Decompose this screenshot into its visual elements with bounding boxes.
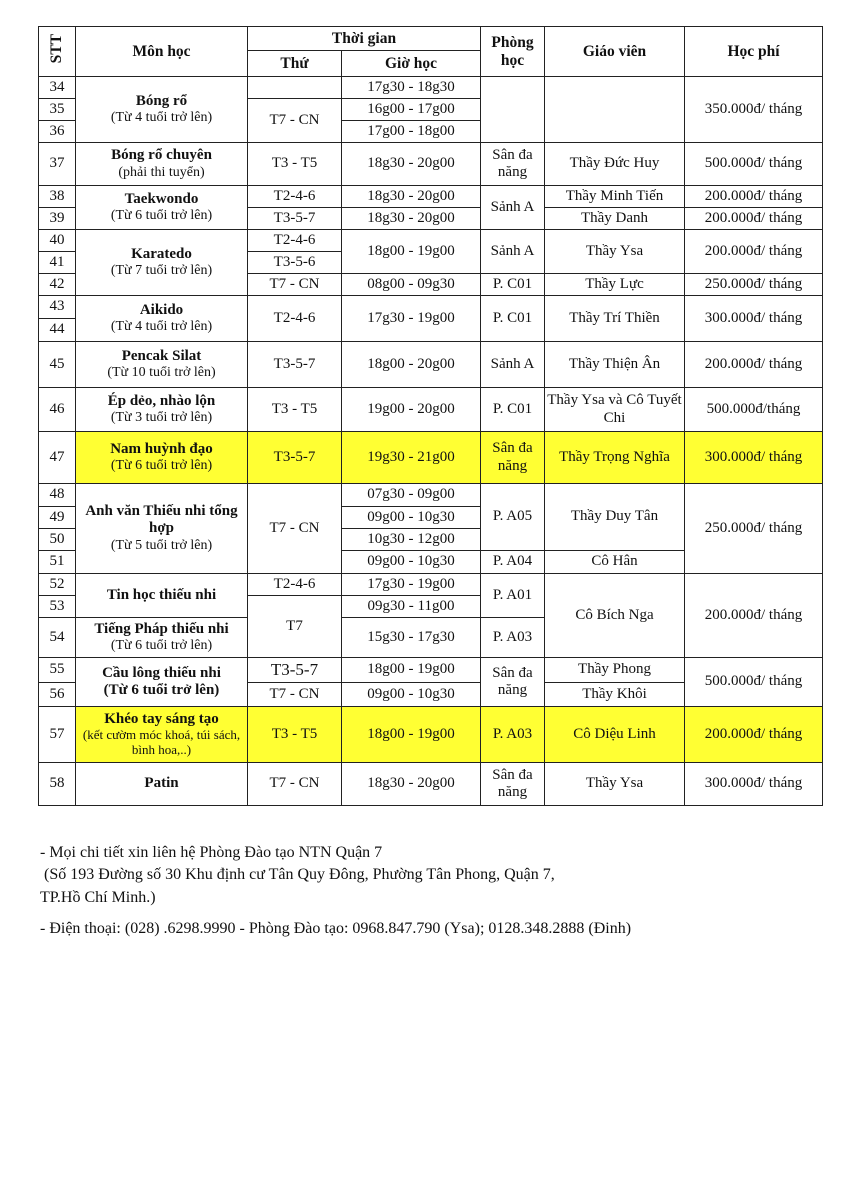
day-cell: T3-5-7 bbox=[248, 432, 342, 484]
fee-cell: 500.000đ/ tháng bbox=[685, 143, 823, 186]
day-cell: T3 - T5 bbox=[248, 143, 342, 186]
teacher-cell: Thầy Ysa và Cô Tuyết Chi bbox=[545, 388, 685, 432]
subject-cell: Ép dẻo, nhào lộn (Từ 3 tuổi trở lên) bbox=[76, 388, 248, 432]
room-cell: Sân đa năng bbox=[481, 658, 545, 707]
row-number: 48 bbox=[39, 484, 76, 507]
row-number: 34 bbox=[39, 77, 76, 99]
hours-cell: 17g30 - 19g00 bbox=[342, 574, 481, 596]
teacher-cell: Thầy Đức Huy bbox=[545, 143, 685, 186]
room-cell: P. C01 bbox=[481, 274, 545, 296]
row-number: 41 bbox=[39, 252, 76, 274]
table-row bbox=[39, 186, 823, 208]
teacher-cell: Thầy Ysa bbox=[545, 230, 685, 274]
subject-cell: Pencak Silat (Từ 10 tuổi trở lên) bbox=[76, 342, 248, 388]
room-cell: Sân đa năng bbox=[481, 143, 545, 186]
subject-cell: Khéo tay sáng tạo (kết cườm móc khoá, túi sách, bình hoa,..) bbox=[76, 707, 248, 763]
table-row-highlighted bbox=[39, 432, 823, 484]
day-cell: T3 - T5 bbox=[248, 707, 342, 763]
teacher-cell: Thầy Danh bbox=[545, 208, 685, 230]
room-cell: Sảnh A bbox=[481, 186, 545, 230]
row-number: 39 bbox=[39, 208, 76, 230]
hours-cell: 09g00 - 10g30 bbox=[342, 551, 481, 574]
row-number: 55 bbox=[39, 658, 76, 683]
hours-cell: 17g30 - 18g30 bbox=[342, 77, 481, 99]
day-cell: T7 - CN bbox=[248, 763, 342, 806]
hours-cell: 16g00 - 17g00 bbox=[342, 99, 481, 121]
room-cell: Sảnh A bbox=[481, 230, 545, 274]
room-cell: P. A01 bbox=[481, 574, 545, 618]
header-hours: Giờ học bbox=[342, 51, 481, 77]
row-number: 37 bbox=[39, 143, 76, 186]
header-time: Thời gian bbox=[248, 27, 481, 51]
day-cell: T7 - CN bbox=[248, 99, 342, 143]
day-cell: T2-4-6 bbox=[248, 230, 342, 252]
fee-cell: 200.000đ/ tháng bbox=[685, 230, 823, 274]
subject-cell: Tin học thiếu nhi bbox=[76, 574, 248, 618]
row-number: 47 bbox=[39, 432, 76, 484]
teacher-cell: Thầy Minh Tiến bbox=[545, 186, 685, 208]
row-number: 50 bbox=[39, 529, 76, 551]
subject-cell: Patin bbox=[76, 763, 248, 806]
table-row bbox=[39, 77, 823, 99]
teacher-cell: Cô Diệu Linh bbox=[545, 707, 685, 763]
hours-cell: 08g00 - 09g30 bbox=[342, 274, 481, 296]
table-row bbox=[39, 230, 823, 252]
row-number: 44 bbox=[39, 319, 76, 342]
row-number: 35 bbox=[39, 99, 76, 121]
hours-cell: 19g00 - 20g00 bbox=[342, 388, 481, 432]
subject-cell: Nam huỳnh đạo (Từ 6 tuổi trở lên) bbox=[76, 432, 248, 484]
fee-cell: 200.000đ/ tháng bbox=[685, 707, 823, 763]
table-row bbox=[39, 763, 823, 806]
teacher-cell: Thầy Khôi bbox=[545, 683, 685, 707]
day-cell: T3-5-7 bbox=[248, 208, 342, 230]
header-day: Thứ bbox=[248, 51, 342, 77]
day-cell: T3-5-7 bbox=[248, 342, 342, 388]
row-number: 36 bbox=[39, 121, 76, 143]
fee-cell: 200.000đ/ tháng bbox=[685, 574, 823, 658]
fee-cell: 200.000đ/ tháng bbox=[685, 186, 823, 208]
fee-cell: 300.000đ/ tháng bbox=[685, 296, 823, 342]
header-stt: STT bbox=[39, 27, 76, 77]
day-cell: T7 - CN bbox=[248, 274, 342, 296]
day-cell: T2-4-6 bbox=[248, 296, 342, 342]
hours-cell: 18g30 - 20g00 bbox=[342, 208, 481, 230]
table-row bbox=[39, 143, 823, 186]
subject-cell: Bóng rổ (Từ 4 tuổi trở lên) bbox=[76, 77, 248, 143]
teacher-cell bbox=[545, 77, 685, 143]
address-line-city: TP.Hồ Chí Minh.) bbox=[40, 889, 156, 906]
fee-cell: 200.000đ/ tháng bbox=[685, 208, 823, 230]
table-row bbox=[39, 296, 823, 319]
fee-cell: 200.000đ/ tháng bbox=[685, 342, 823, 388]
hours-cell: 09g00 - 10g30 bbox=[342, 683, 481, 707]
hours-cell: 09g00 - 10g30 bbox=[342, 507, 481, 529]
row-number: 46 bbox=[39, 388, 76, 432]
contact-note: - Mọi chi tiết xin liên hệ Phòng Đào tạo NTN Quận 7 bbox=[40, 844, 383, 861]
room-cell: P. C01 bbox=[481, 388, 545, 432]
day-cell: T7 - CN bbox=[248, 683, 342, 707]
teacher-cell: Thầy Trọng Nghĩa bbox=[545, 432, 685, 484]
row-number: 54 bbox=[39, 618, 76, 658]
table-row bbox=[39, 574, 823, 596]
subject-cell: Taekwondo (Từ 6 tuổi trở lên) bbox=[76, 186, 248, 230]
subject-cell: Bóng rổ chuyên (phải thi tuyển) bbox=[76, 143, 248, 186]
hours-cell: 18g00 - 19g00 bbox=[342, 230, 481, 274]
table-row bbox=[39, 484, 823, 507]
day-cell bbox=[248, 77, 342, 99]
row-number: 51 bbox=[39, 551, 76, 574]
teacher-cell: Cô Hân bbox=[545, 551, 685, 574]
room-cell: P. A03 bbox=[481, 707, 545, 763]
schedule-table bbox=[38, 26, 823, 806]
fee-cell: 300.000đ/ tháng bbox=[685, 432, 823, 484]
fee-cell: 250.000đ/ tháng bbox=[685, 484, 823, 574]
teacher-cell: Thầy Thiện Ân bbox=[545, 342, 685, 388]
header-subject: Môn học bbox=[76, 27, 248, 77]
hours-cell: 09g30 - 11g00 bbox=[342, 596, 481, 618]
day-cell: T2-4-6 bbox=[248, 186, 342, 208]
teacher-cell: Thầy Lực bbox=[545, 274, 685, 296]
teacher-cell: Thầy Trí Thiền bbox=[545, 296, 685, 342]
day-cell: T3 - T5 bbox=[248, 388, 342, 432]
table-row bbox=[39, 388, 823, 432]
hours-cell: 18g30 - 20g00 bbox=[342, 186, 481, 208]
teacher-cell: Thầy Phong bbox=[545, 658, 685, 683]
hours-cell: 18g00 - 20g00 bbox=[342, 342, 481, 388]
subject-cell: Anh văn Thiếu nhi tổng hợp (Từ 5 tuổi trở lên) bbox=[76, 484, 248, 574]
row-number: 43 bbox=[39, 296, 76, 319]
hours-cell: 18g00 - 19g00 bbox=[342, 707, 481, 763]
row-number: 58 bbox=[39, 763, 76, 806]
hours-cell: 10g30 - 12g00 bbox=[342, 529, 481, 551]
subject-cell: Tiếng Pháp thiếu nhi (Từ 6 tuổi trở lên) bbox=[76, 618, 248, 658]
subject-cell: Karatedo (Từ 7 tuổi trở lên) bbox=[76, 230, 248, 296]
row-number: 49 bbox=[39, 507, 76, 529]
room-cell: P. A04 bbox=[481, 551, 545, 574]
table-row bbox=[39, 658, 823, 683]
subject-cell: Cầu lông thiếu nhi (Từ 6 tuổi trở lên) bbox=[76, 658, 248, 707]
table-row-highlighted bbox=[39, 707, 823, 763]
hours-cell: 17g30 - 19g00 bbox=[342, 296, 481, 342]
day-cell: T7 bbox=[248, 596, 342, 658]
room-cell: P. A05 bbox=[481, 484, 545, 551]
room-cell: Sân đa năng bbox=[481, 432, 545, 484]
teacher-cell: Cô Bích Nga bbox=[545, 574, 685, 658]
row-number: 38 bbox=[39, 186, 76, 208]
room-cell: Sân đa năng bbox=[481, 763, 545, 806]
day-cell: T7 - CN bbox=[248, 484, 342, 574]
hours-cell: 17g00 - 18g00 bbox=[342, 121, 481, 143]
header-room: Phòng học bbox=[481, 27, 545, 77]
fee-cell: 250.000đ/ tháng bbox=[685, 274, 823, 296]
hours-cell: 18g30 - 20g00 bbox=[342, 763, 481, 806]
day-cell: T2-4-6 bbox=[248, 574, 342, 596]
header-fee: Học phí bbox=[685, 27, 823, 77]
table-row bbox=[39, 342, 823, 388]
room-cell: P. C01 bbox=[481, 296, 545, 342]
fee-cell: 350.000đ/ tháng bbox=[685, 77, 823, 143]
subject-cell: Aikido (Từ 4 tuổi trở lên) bbox=[76, 296, 248, 342]
fee-cell: 500.000đ/tháng bbox=[685, 388, 823, 432]
header-teacher: Giáo viên bbox=[545, 27, 685, 77]
row-number: 56 bbox=[39, 683, 76, 707]
row-number: 45 bbox=[39, 342, 76, 388]
phone-line: - Điện thoại: (028) .6298.9990 - Phòng Đào tạo: 0968.847.790 (Ysa); 0128.348.2888 (Đinh) bbox=[40, 920, 632, 937]
fee-cell: 300.000đ/ tháng bbox=[685, 763, 823, 806]
row-number: 57 bbox=[39, 707, 76, 763]
row-number: 42 bbox=[39, 274, 76, 296]
hours-cell: 19g30 - 21g00 bbox=[342, 432, 481, 484]
row-number: 40 bbox=[39, 230, 76, 252]
teacher-cell: Thầy Ysa bbox=[545, 763, 685, 806]
room-cell bbox=[481, 77, 545, 143]
fee-cell: 500.000đ/ tháng bbox=[685, 658, 823, 707]
teacher-cell: Thầy Duy Tân bbox=[545, 484, 685, 551]
day-cell: T3-5-7 bbox=[248, 658, 342, 683]
room-cell: Sảnh A bbox=[481, 342, 545, 388]
hours-cell: 18g00 - 19g00 bbox=[342, 658, 481, 683]
day-cell: T3-5-6 bbox=[248, 252, 342, 274]
row-number: 52 bbox=[39, 574, 76, 596]
address-line: (Số 193 Đường số 30 Khu định cư Tân Quy Đông, Phường Tân Phong, Quận 7, bbox=[40, 866, 555, 883]
hours-cell: 07g30 - 09g00 bbox=[342, 484, 481, 507]
hours-cell: 15g30 - 17g30 bbox=[342, 618, 481, 658]
room-cell: P. A03 bbox=[481, 618, 545, 658]
row-number: 53 bbox=[39, 596, 76, 618]
hours-cell: 18g30 - 20g00 bbox=[342, 143, 481, 186]
